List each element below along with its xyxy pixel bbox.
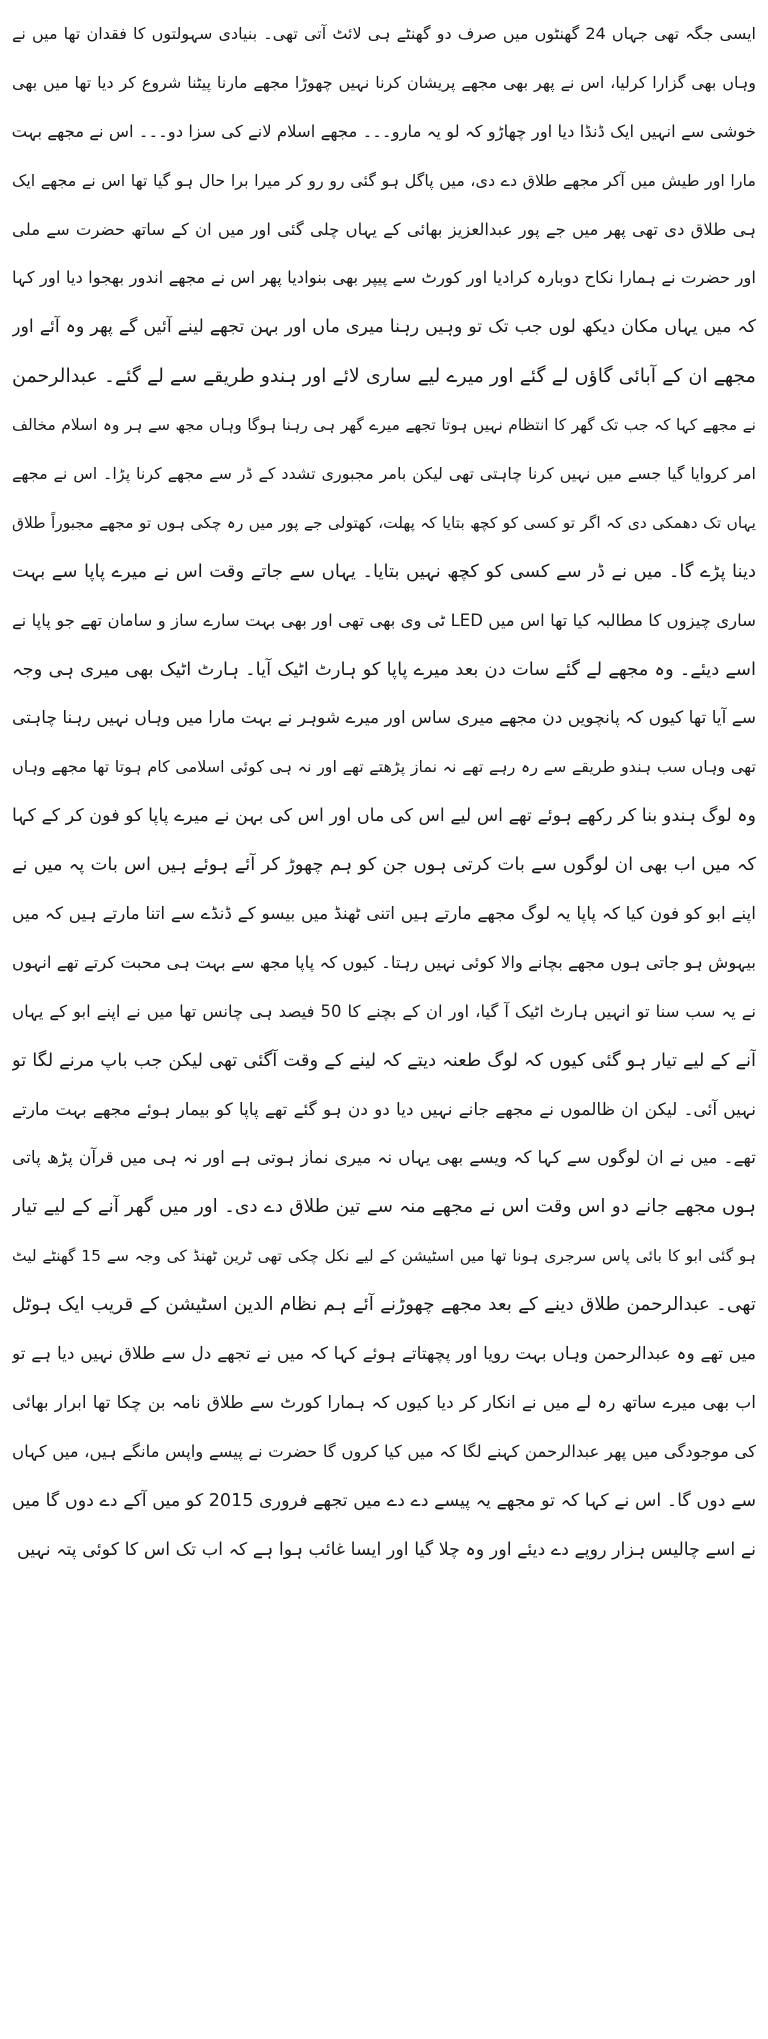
text-line-12: دینا پڑے گا۔ میں نے ڈر سے کسی کو کچھ نہیں بتایا۔ یہاں سے جاتے وقت اس نے میرے پاپا سے بہت: [12, 560, 756, 582]
text-line-31: سے دوں گا۔ اس نے کہا کہ تو مجھے یہ پیسے دے دے میں تجھے فروری 2015 کو میں آکے دے دوں گا میں: [12, 1490, 756, 1511]
text-line-4: مارا اور طیش میں آکر مجھے طلاق دے دی، میں پاگل ہو گئی رو رو کر میرا برا حال ہو گیا تھا اس نے مجھے ایک: [12, 170, 756, 190]
text-line-19: اپنے ابو کو فون کیا کہ پاپا یہ لوگ مجھے مارتے ہیں اتنی ٹھنڈ میں بیسو کے ڈنڈے سے اتنا مارتے ہیں کہ میں: [12, 904, 756, 925]
text-line-24: تھے۔ میں نے ان لوگوں سے کہا کہ ویسے بھی یہاں نہ میری نماز ہوتی ہے اور نہ ہی میں قرآن پڑھ پاتی: [12, 1148, 756, 1169]
text-line-26: ہو گئی ابو کا بائی پاس سرجری ہونا تھا میں اسٹیشن کے لیے نکل چکی تھی ٹرین ٹھنڈ کی وجہ سے 15 گھنٹے لیٹ: [12, 1247, 756, 1266]
text-line-7: کہ میں یہاں مکان دیکھ لوں جب تک تو وہیں رہنا میری ماں اور بہن تجھے لینے آئیں گے پھر وہ آئے اور: [12, 317, 756, 338]
text-line-3: خوشی سے انہیں ایک ڈنڈا دیا اور چھاڑو کہ لو یہ مارو۔۔۔ مجھے اسلام لانے کی سزا دو۔۔۔ اس نے مجھے بہت: [12, 121, 756, 141]
text-line-21: نے یہ سب سنا تو انہیں ہارٹ اٹیک آ گیا، اور ان کے بچنے کا 50 فیصد ہی چانس تھا میں نے اپنے ابو کے یہاں: [12, 1001, 756, 1021]
text-line-28: میں تھے وہ عبدالرحمن وہاں بہت رویا اور پچھتاتے ہوئے کہا کہ میں نے تجھے دل سے طلاق نہیں دیا ہے تو: [12, 1344, 756, 1365]
text-line-32: نے اسے چالیس ہزار روپے دے دیئے اور وہ چلا گیا اور ایسا غائب ہوا ہے کہ اب تک اس کا کوئی پتہ نہیں: [16, 1539, 756, 1560]
text-line-2: وہاں بھی گزارا کرلیا، اس نے پھر بھی مجھے پریشان کرنا نہیں چھوڑا مجھے مارنا پیٹنا شروع کر دیا تھا میں بھی: [12, 72, 756, 92]
text-line-8: مجھے ان کے آبائی گاؤں لے گئے اور میرے لیے ساری لائے اور ہندو طریقے سے لے گئے۔ عبدالرحمن: [12, 365, 756, 388]
text-line-25: ہوں مجھے جانے دو اس وقت اس نے مجھے منہ سے تین طلاق دے دی۔ اور میں گھر آنے کے لیے تیار: [12, 1196, 756, 1218]
text-line-18: کہ میں اب بھی ان لوگوں سے بات کرتی ہوں جن کو ہم چھوڑ کر آئے ہوئے ہیں اس بات پہ میں نے: [12, 854, 756, 876]
text-line-11: یہاں تک دھمکی دی کہ اگر تو کسی کو کچھ بتایا کہ پھلت، کھتولی جے پور میں رہ چکی ہوں تو مجھے مجبوراً طلاق: [12, 513, 756, 532]
text-line-30: کی موجودگی میں پھر عبدالرحمن کہنے لگا کہ میں کیا کروں گا حضرت نے پیسے واپس مانگے ہیں، میں کہاں: [12, 1441, 756, 1461]
text-line-16: تھی وہاں سب ہندو طریقے سے رہ رہے تھے نہ نماز پڑھتے تھے اور نہ ہی کوئی اسلامی کام ہوتا تھا مجھے وہاں: [12, 757, 756, 777]
text-line-17: وہ لوگ ہندو بنا کر رکھے ہوئے تھے اس لیے اس کی ماں اور اس کی بہن نے میرے پاپا کو فون کر کے کہا: [12, 806, 756, 827]
text-line-27: تھی۔ عبدالرحمن طلاق دینے کے بعد مجھے چھوڑنے آئے ہم نظام الدین اسٹیشن کے قریب ایک ہوٹل: [12, 1294, 756, 1316]
text-line-10: امر کروایا گیا جسے میں نہیں کرنا چاہتی تھی لیکن بامر مجبوری تشدد کے ڈر سے مجھے کرنا پڑا۔ اس نے مجھے: [12, 464, 756, 484]
text-line-6: اور حضرت نے ہمارا نکاح دوبارہ کرادیا اور کورٹ سے پیپر بھی بنوادیا پھر اس نے مجھے اندور بھجوا دیا اور کہا: [12, 268, 756, 288]
text-line-22: آنے کے لیے تیار ہو گئی کیوں کہ لوگ طعنہ دیتے کہ لینے کے وقت آگئی تھی لیکن جب باپ مرنے لگا تو: [12, 1049, 756, 1071]
text-line-13: ساری چیزوں کا مطالبہ کیا تھا اس میں LED ٹی وی بھی تھی اور بھی بہت سارے ساز و سامان تھے جو پاپا نے: [12, 610, 756, 630]
text-line-23: نہیں آئی۔ لیکن ان ظالموں نے مجھے جانے نہیں دیا دو دن ہو گئے تھے پاپا کو بیمار ہوئے مجھے بہت مارتے: [12, 1099, 756, 1120]
text-line-29: اب بھی میرے ساتھ رہ لے میں نے انکار کر دیا کیوں کہ ہمارا کورٹ سے طلاق نامہ بن چکا تھا ابرار بھائی: [12, 1392, 756, 1413]
text-line-1: ایسی جگہ تھی جہاں 24 گھنٹوں میں صرف دو گھنٹے ہی لائٹ آتی تھی۔ بنیادی سہولتوں کا فقدان تھا میں نے: [12, 24, 756, 43]
text-line-5: ہی طلاق دی تھی پھر میں جے پور عبدالعزیز بھائی کے یہاں چلی گئی اور میں ان کے ساتھ حضرت سے ملی: [12, 219, 756, 239]
text-line-9: نے مجھے کہا کہ جب تک گھر کا انتظام نہیں ہوتا تجھے میرے گھر ہی رہنا ہوگا وہاں مجھ سے ہر وہ اسلام مخالف: [12, 416, 756, 435]
text-line-20: بیہوش ہو جاتی ہوں مجھے بچانے والا کوئی نہیں رہتا۔ کیوں کہ پاپا مجھ سے بہت ہی محبت کرتے تھے انہوں: [12, 952, 756, 972]
text-line-15: سے آیا تھا کیوں کہ پانچویں دن مجھے میری ساس اور میرے شوہر نے بہت مارا میں وہاں نہیں رہنا چاہتی: [12, 708, 756, 729]
text-line-14: اسے دیئے۔ وہ مجھے لے گئے سات دن بعد میرے پاپا کو ہارٹ اٹیک آیا۔ ہارٹ اٹیک بھی میری ہی وجہ: [12, 658, 756, 680]
